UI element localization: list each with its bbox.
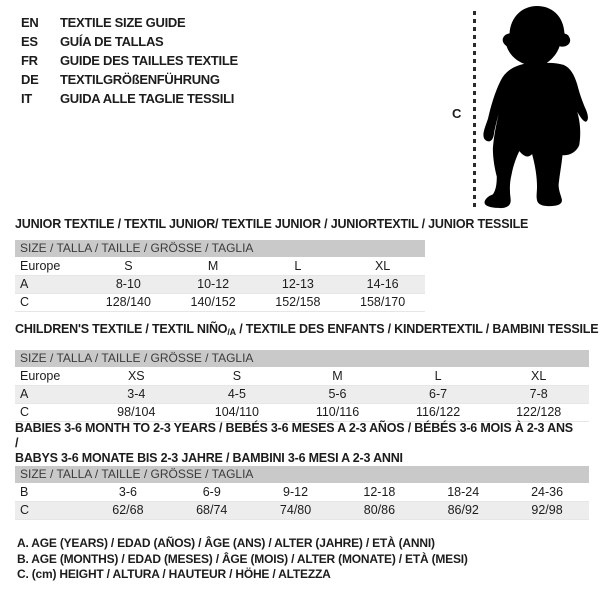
language-code: FR — [21, 53, 38, 68]
age-cell: 10-12 — [197, 277, 230, 291]
junior-section-title: JUNIOR TEXTILE / TEXTIL JUNIOR/ TEXTILE JUNIOR / JUNIORTEXTIL / JUNIOR TESSILE — [15, 217, 529, 231]
table-row-height — [15, 502, 589, 520]
size-cell: S — [232, 369, 242, 383]
language-code: IT — [21, 91, 32, 106]
guide-title-de: TEXTILGRÖßENFÜHRUNG — [60, 72, 220, 87]
row-label: Europe — [20, 259, 61, 273]
language-row-de — [21, 70, 238, 89]
size-cell: XS — [127, 369, 145, 383]
toddler-silhouette — [479, 4, 597, 212]
age-cell: 3-6 — [118, 485, 137, 499]
age-cell: 6-9 — [202, 485, 221, 499]
table-row-age-months — [15, 484, 589, 502]
guide-title-es: GUÍA DE TALLAS — [60, 34, 164, 49]
babies-title-line1: BABIES 3-6 MONTH TO 2-3 YEARS / BEBÉS 3-6 MESES A 2-3 AÑOS / BÉBÉS 3-6 MOIS À 2-3 ANS / — [15, 421, 573, 450]
legend-line-a: A. AGE (YEARS) / EDAD (AÑOS) / ÂGE (ANS) / ALTER (JAHRE) / ETÀ (ANNI) — [17, 536, 435, 550]
table-row-height — [15, 404, 589, 422]
legend-line-c: C. (cm) HEIGHT / ALTURA / HAUTEUR / HÖHE / ALTEZZA — [17, 567, 331, 582]
height-cell: 122/128 — [516, 405, 562, 419]
age-cell: 8-10 — [115, 277, 141, 291]
measure-label-c: C — [452, 106, 462, 121]
table-row-europe — [15, 368, 589, 386]
age-cell: 14-16 — [366, 277, 399, 291]
language-row-fr — [21, 51, 238, 70]
legend-line-b: B. AGE (MONTHS) / EDAD (MESES) / ÂGE (MOIS) / ALTER (MONATE) / ETÀ (MESI) — [17, 551, 468, 566]
height-cell: 152/158 — [275, 295, 321, 309]
size-cell: XL — [374, 259, 391, 273]
measurement-legend — [17, 536, 468, 583]
height-cell: 104/110 — [214, 405, 260, 419]
size-cell: M — [332, 369, 343, 383]
height-cell: 74/80 — [279, 503, 312, 517]
size-cell: S — [124, 259, 133, 273]
language-row-it — [21, 89, 238, 108]
age-cell: 12-18 — [363, 485, 396, 499]
age-cell: 7-8 — [529, 387, 548, 401]
height-cell: 98/104 — [117, 405, 156, 419]
babies-size-table — [15, 466, 589, 520]
height-cell: 68/74 — [196, 503, 228, 517]
age-cell: 18-24 — [447, 485, 480, 499]
size-cell: L — [434, 369, 442, 383]
language-row-es — [21, 32, 238, 51]
age-cell: 6-7 — [429, 387, 448, 401]
age-cell: 12-13 — [281, 277, 314, 291]
children-title-pre: CHILDREN'S TEXTILE / TEXTIL NIÑO — [15, 322, 228, 336]
language-row-en — [21, 13, 238, 32]
size-cell: L — [294, 259, 302, 273]
children-title-subscript: /A — [227, 327, 236, 337]
height-cell: 116/122 — [415, 405, 461, 419]
age-cell: 24-36 — [531, 485, 564, 499]
row-label: C — [20, 405, 30, 419]
children-size-table — [15, 350, 589, 422]
height-cell: 158/170 — [360, 295, 406, 309]
row-label: Europe — [20, 369, 61, 383]
children-section-title — [15, 322, 598, 337]
language-title-list — [21, 13, 238, 108]
table-row-europe — [15, 258, 425, 276]
size-header-bar: SIZE / TALLA / TAILLE / GRÖSSE / TAGLIA — [15, 466, 589, 483]
guide-title-fr: GUIDE DES TAILLES TEXTILE — [60, 53, 238, 68]
children-title-post: / TEXTILE DES ENFANTS / KINDERTEXTIL / BAMBINI TESSILE — [235, 322, 599, 336]
row-label: A — [20, 277, 29, 291]
language-code: DE — [21, 72, 39, 87]
size-cell: M — [207, 259, 219, 273]
age-cell: 9-12 — [283, 485, 309, 499]
row-label: C — [20, 503, 30, 517]
babies-section-title — [15, 421, 575, 466]
guide-title-en: TEXTILE SIZE GUIDE — [60, 15, 186, 30]
row-label: C — [20, 295, 30, 309]
height-cell: 92/98 — [531, 503, 563, 517]
height-cell: 128/140 — [105, 295, 151, 309]
language-code: ES — [21, 34, 38, 49]
table-row-height — [15, 294, 425, 312]
age-cell: 4-5 — [227, 387, 246, 401]
size-header-bar: SIZE / TALLA / TAILLE / GRÖSSE / TAGLIA — [15, 240, 425, 257]
height-cell: 80/86 — [363, 503, 396, 517]
age-cell: 3-4 — [127, 387, 146, 401]
height-cell: 62/68 — [112, 503, 144, 517]
junior-size-table — [15, 240, 425, 312]
height-cell: 140/152 — [190, 295, 236, 309]
language-code: EN — [21, 15, 39, 30]
size-cell: XL — [531, 369, 547, 383]
height-measure-dotted-line — [473, 11, 476, 207]
height-cell: 110/116 — [315, 405, 360, 419]
row-label: B — [20, 485, 29, 499]
row-label: A — [20, 387, 29, 401]
size-header-bar: SIZE / TALLA / TAILLE / GRÖSSE / TAGLIA — [15, 350, 589, 367]
age-cell: 5-6 — [328, 387, 347, 401]
height-cell: 86/92 — [447, 503, 479, 517]
guide-title-it: GUIDA ALLE TAGLIE TESSILI — [60, 91, 235, 106]
table-row-age — [15, 386, 589, 404]
babies-title-line2: BABYS 3-6 MONATE BIS 2-3 JAHRE / BAMBINI 3-6 MESI A 2-3 ANNI — [15, 451, 403, 465]
table-row-age — [15, 276, 425, 294]
